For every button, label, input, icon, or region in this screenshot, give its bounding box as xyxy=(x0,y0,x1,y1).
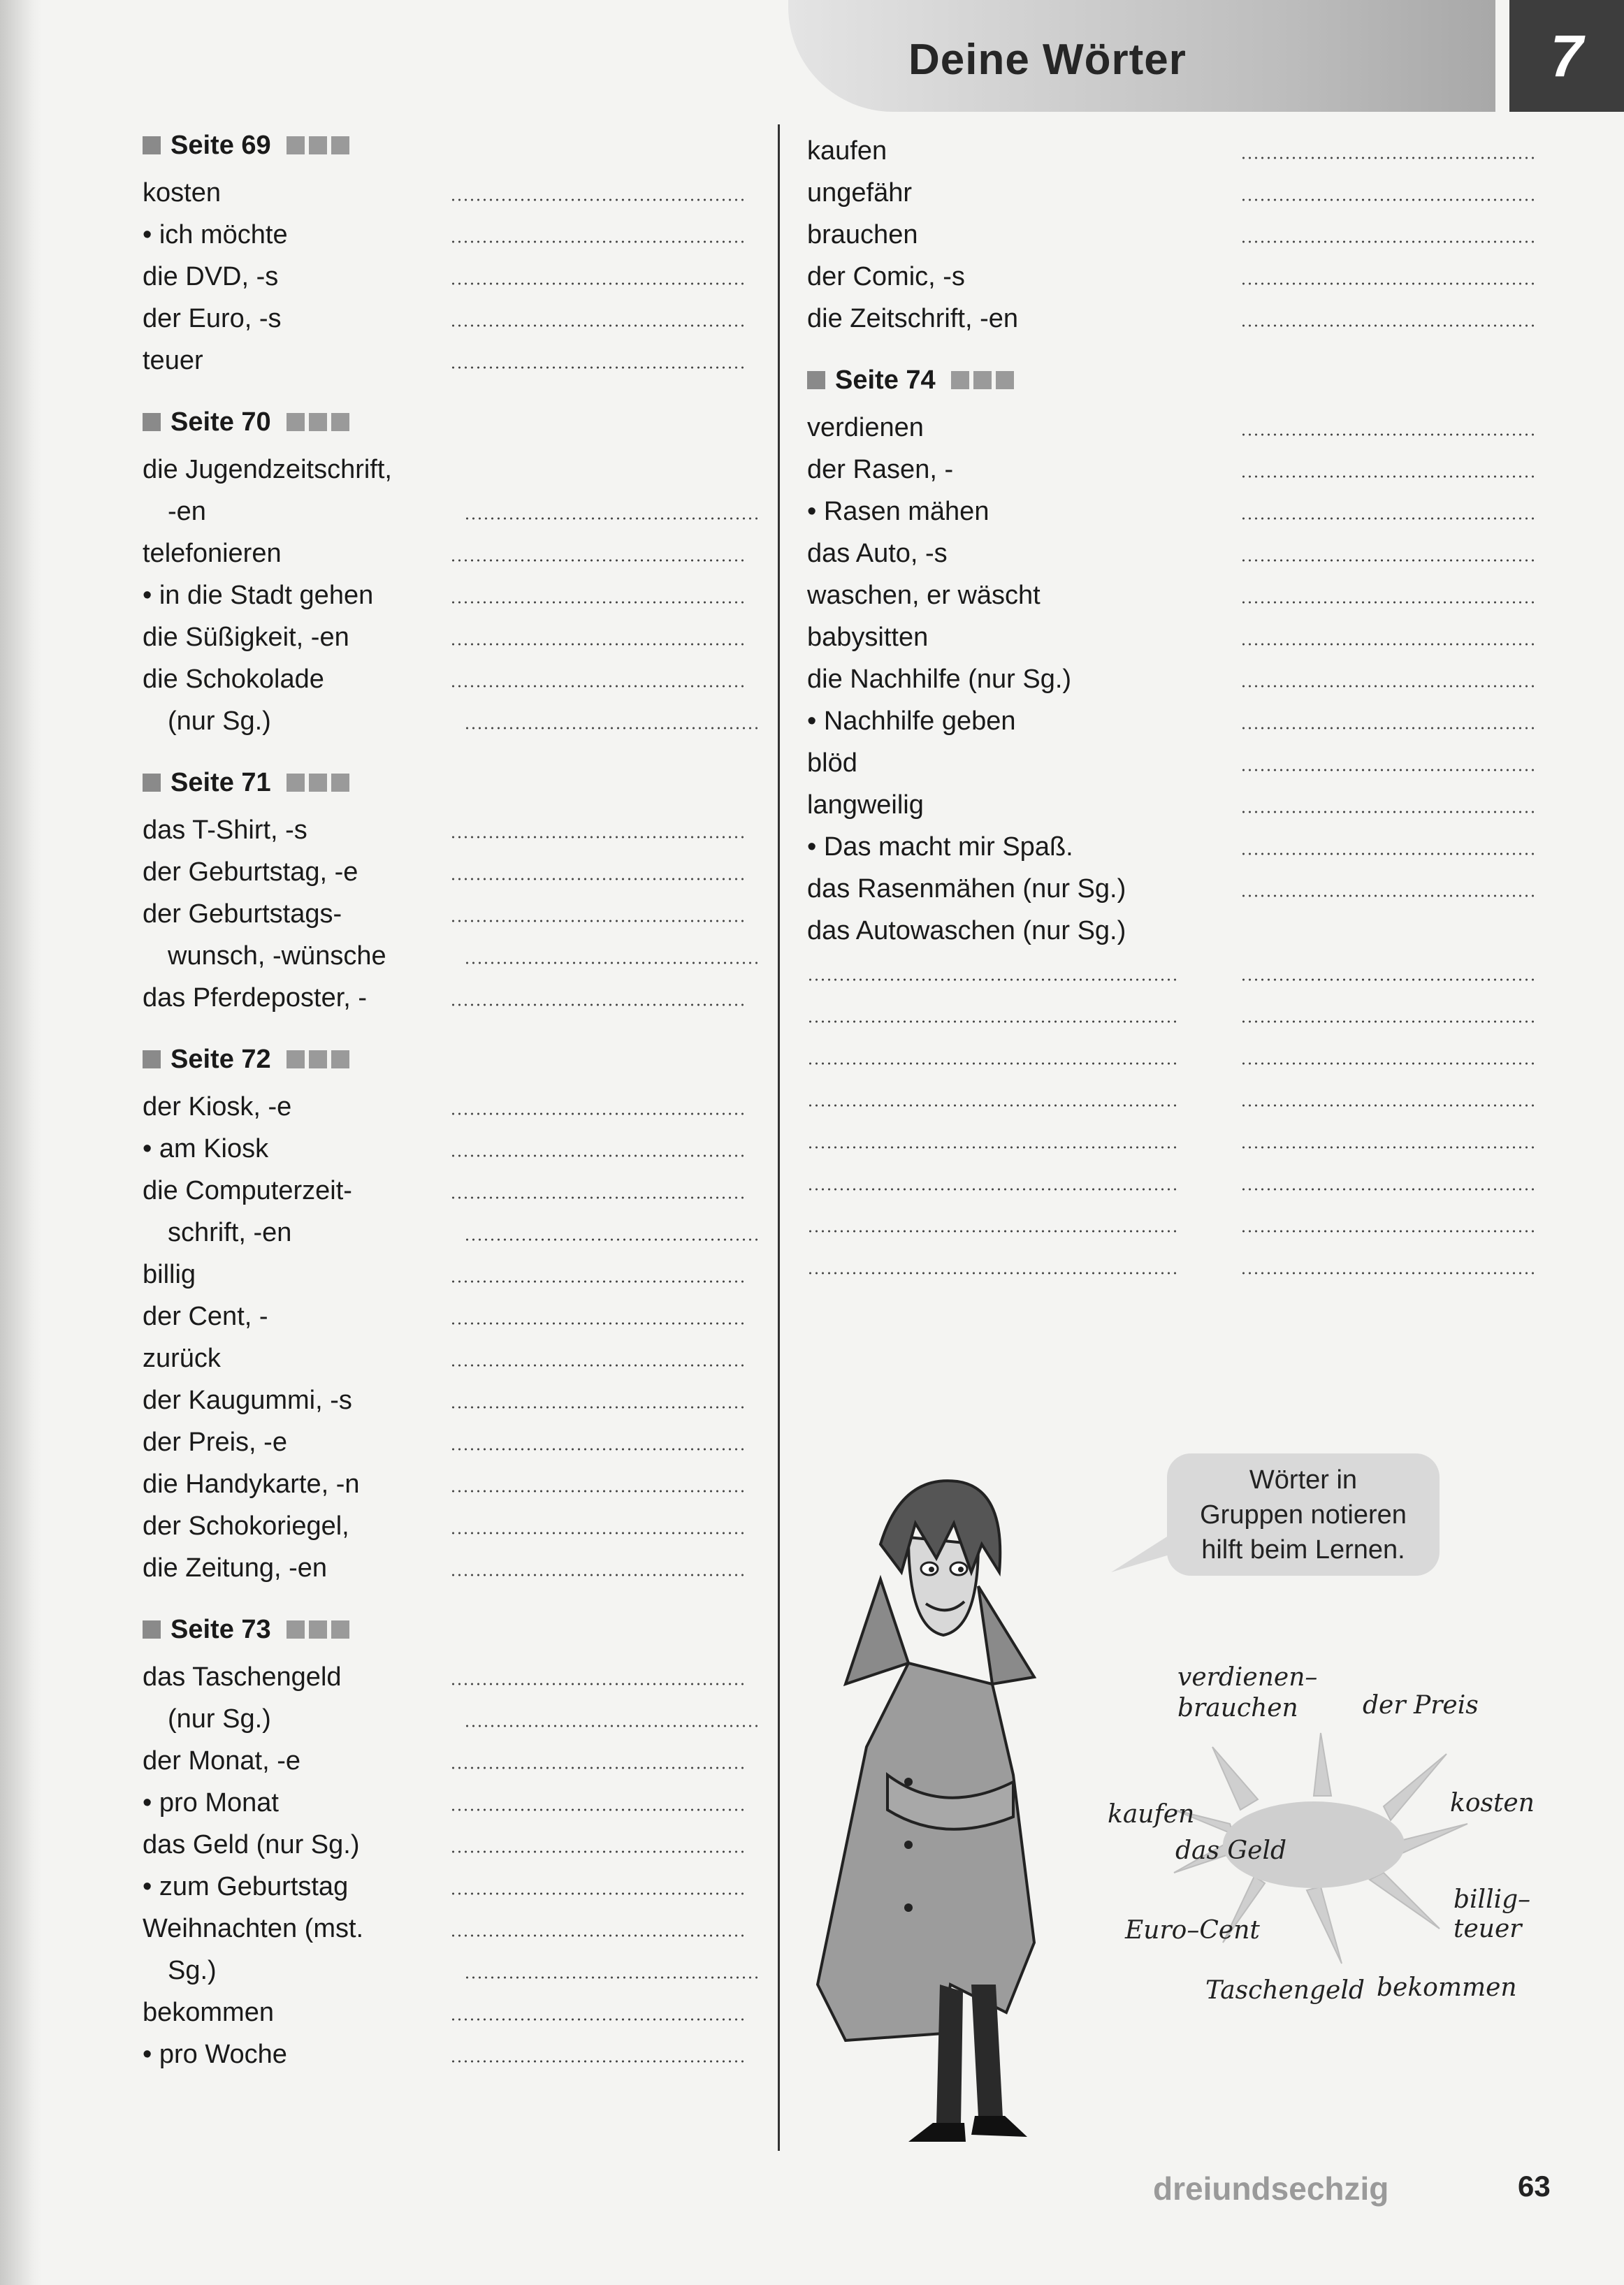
binding-shadow xyxy=(0,0,42,2285)
vocab-word: • Rasen mähen xyxy=(807,497,989,526)
mind-map-word-billig: billig– xyxy=(1453,1885,1531,1914)
vocab-word: das Rasenmähen (nur Sg.) xyxy=(807,874,1126,904)
vocab-entry xyxy=(143,1902,757,1944)
translation-dotted-line xyxy=(450,240,744,243)
blank-note-row xyxy=(807,946,1541,988)
mind-map-center: das Geld xyxy=(1175,1836,1287,1865)
vocab-entry xyxy=(143,292,757,334)
vocab-entry xyxy=(807,443,1541,485)
translation-dotted-line xyxy=(464,1238,757,1241)
money-mind-map xyxy=(1090,1663,1537,2026)
vocab-entry xyxy=(143,569,757,611)
translation-dotted-line xyxy=(450,920,744,922)
vocab-entry xyxy=(143,1734,757,1776)
vocab-word: Sg.) xyxy=(168,1956,217,1985)
translation-dotted-line xyxy=(450,1280,744,1283)
vocab-entry xyxy=(807,862,1541,904)
translation-dotted-line xyxy=(450,2060,744,2063)
heading-tail-markers xyxy=(287,136,354,154)
blank-dotted-line xyxy=(1240,1272,1534,1275)
vocab-word: verdienen xyxy=(807,413,924,442)
vocab-entry xyxy=(143,1290,757,1332)
vocab-entry xyxy=(143,1080,757,1122)
translation-dotted-line xyxy=(464,962,757,964)
translation-dotted-line xyxy=(1240,685,1534,688)
translation-dotted-line xyxy=(450,1808,744,1811)
right-vocab-column xyxy=(807,124,1541,1282)
heading-square-marker xyxy=(143,774,161,792)
heading-tail-markers xyxy=(287,1050,354,1068)
vocab-word: wunsch, -wünsche xyxy=(168,941,386,971)
translation-dotted-line xyxy=(450,685,744,688)
section-heading xyxy=(143,1038,757,1080)
vocab-entry xyxy=(143,166,757,208)
translation-dotted-line xyxy=(450,1112,744,1115)
vocab-word: kosten xyxy=(143,178,221,208)
blank-note-row xyxy=(807,1114,1541,1156)
vocab-entry xyxy=(807,166,1541,208)
vocab-entry xyxy=(143,804,757,846)
chapter-number: 7 xyxy=(1509,0,1624,112)
vocab-entry xyxy=(143,1122,757,1164)
vocab-entry xyxy=(143,1206,757,1248)
vocab-word: der Schokoriegel, xyxy=(143,1511,349,1541)
vocab-entry xyxy=(143,1332,757,1374)
blank-note-row xyxy=(807,1198,1541,1240)
section-heading xyxy=(143,401,757,443)
vocab-word: • zum Geburtstag xyxy=(143,1872,349,1901)
mind-map-word-bekommen: bekommen xyxy=(1377,1973,1517,2002)
vocab-word: zurück xyxy=(143,1344,221,1373)
vocab-entry xyxy=(143,929,757,971)
vocab-word: der Geburtstags- xyxy=(143,899,342,929)
blank-dotted-line xyxy=(1240,978,1534,981)
vocab-entry xyxy=(143,611,757,653)
blank-dotted-line xyxy=(1240,1230,1534,1233)
translation-dotted-line xyxy=(464,1725,757,1727)
vocab-entry xyxy=(143,485,757,527)
vocab-entry xyxy=(807,292,1541,334)
page-number-word: dreiundsechzig xyxy=(1153,2170,1389,2207)
blank-dotted-line xyxy=(1240,1062,1534,1065)
blank-dotted-line xyxy=(807,1230,1177,1233)
translation-dotted-line xyxy=(450,366,744,369)
translation-dotted-line xyxy=(1240,769,1534,771)
section-heading-label: Seite 69 xyxy=(171,130,271,160)
vocab-word: der Monat, -e xyxy=(143,1746,300,1776)
vocab-word: kaufen xyxy=(807,136,887,166)
vocab-word: die Jugendzeitschrift, xyxy=(143,455,392,484)
vocab-entry xyxy=(807,820,1541,862)
blank-dotted-line xyxy=(807,1020,1177,1023)
translation-dotted-line xyxy=(450,2018,744,2021)
vocab-entry xyxy=(143,2028,757,2070)
vocab-entry xyxy=(143,1164,757,1206)
mind-map-word-brauchen: brauchen xyxy=(1177,1694,1298,1722)
vocab-entry xyxy=(143,846,757,887)
vocab-word: die Computerzeit- xyxy=(143,1176,352,1205)
blank-note-row xyxy=(807,1072,1541,1114)
translation-dotted-line xyxy=(1240,282,1534,285)
vocab-word: der Rasen, - xyxy=(807,455,954,484)
mind-map-word-teuer: teuer xyxy=(1453,1915,1522,1943)
mind-map-word-taschengeld: Taschengeld xyxy=(1205,1976,1365,2005)
section-heading-label: Seite 70 xyxy=(171,407,271,437)
vocab-entry xyxy=(143,334,757,376)
vocab-word: die Zeitschrift, -en xyxy=(807,304,1018,333)
vocab-word: teuer xyxy=(143,346,203,375)
translation-dotted-line xyxy=(1240,433,1534,436)
translation-dotted-line xyxy=(450,1003,744,1006)
vocab-entry xyxy=(807,250,1541,292)
heading-tail-markers xyxy=(287,1620,354,1639)
translation-dotted-line xyxy=(1240,853,1534,855)
translation-dotted-line xyxy=(1240,517,1534,520)
translation-dotted-line xyxy=(1240,240,1534,243)
translation-dotted-line xyxy=(450,1196,744,1199)
vocab-entry xyxy=(807,485,1541,527)
translation-dotted-line xyxy=(450,878,744,880)
vocab-entry xyxy=(807,124,1541,166)
heading-square-marker xyxy=(143,136,161,154)
translation-dotted-line xyxy=(450,1850,744,1853)
blank-note-row xyxy=(807,1156,1541,1198)
translation-dotted-line xyxy=(1240,811,1534,813)
heading-square-marker xyxy=(143,413,161,431)
vocab-entry xyxy=(807,208,1541,250)
vocab-entry xyxy=(143,1818,757,1860)
translation-dotted-line xyxy=(450,601,744,604)
mind-map-word-verdienen: verdienen– xyxy=(1177,1663,1318,1692)
vocab-entry xyxy=(143,1248,757,1290)
translation-dotted-line xyxy=(450,1934,744,1937)
vocab-entry xyxy=(807,737,1541,778)
vocab-word: der Cent, - xyxy=(143,1302,268,1331)
vocab-entry xyxy=(143,208,757,250)
vocab-entry xyxy=(807,904,1541,946)
vocab-entry xyxy=(807,527,1541,569)
section-heading xyxy=(143,124,757,166)
vocab-entry xyxy=(143,1860,757,1902)
vocab-entry xyxy=(143,1651,757,1692)
vocab-word: langweilig xyxy=(807,790,924,820)
vocab-word: • am Kiosk xyxy=(143,1134,269,1163)
vocab-entry xyxy=(143,1986,757,2028)
translation-dotted-line xyxy=(1240,198,1534,201)
vocab-word: • ich möchte xyxy=(143,220,288,249)
translation-dotted-line xyxy=(1240,157,1534,159)
vocab-word: • Das macht mir Spaß. xyxy=(807,832,1073,862)
blank-dotted-line xyxy=(1240,1146,1534,1149)
translation-dotted-line xyxy=(450,1154,744,1157)
translation-dotted-line xyxy=(1240,643,1534,646)
left-vocab-column xyxy=(143,124,757,2070)
blank-dotted-line xyxy=(1240,1020,1534,1023)
vocab-entry xyxy=(143,1692,757,1734)
vocab-word: • in die Stadt gehen xyxy=(143,581,374,610)
translation-dotted-line xyxy=(450,1574,744,1576)
tip-line-1: Wörter in xyxy=(1249,1465,1358,1495)
vocab-entry xyxy=(143,1416,757,1458)
translation-dotted-line xyxy=(450,643,744,646)
blank-dotted-line xyxy=(807,1104,1177,1107)
tip-line-3: hilft beim Lernen. xyxy=(1201,1535,1405,1565)
tip-line-2: Gruppen notieren xyxy=(1200,1500,1407,1530)
blank-note-row xyxy=(807,1240,1541,1282)
vocab-entry xyxy=(143,1542,757,1583)
vocab-word: der Kiosk, -e xyxy=(143,1092,292,1122)
vocab-word: schrift, -en xyxy=(168,1218,292,1247)
translation-dotted-line xyxy=(450,198,744,201)
vocab-word: der Geburtstag, -e xyxy=(143,857,358,887)
section-heading xyxy=(807,359,1541,401)
translation-dotted-line xyxy=(1240,559,1534,562)
column-divider xyxy=(778,124,780,2151)
vocab-word: babysitten xyxy=(807,623,929,652)
vocab-entry xyxy=(807,611,1541,653)
vocab-entry xyxy=(143,443,757,485)
vocab-word: telefonieren xyxy=(143,539,282,568)
mind-map-word-kaufen: kaufen xyxy=(1108,1800,1195,1829)
translation-dotted-line xyxy=(1240,475,1534,478)
heading-tail-markers xyxy=(287,774,354,792)
vocab-word: die DVD, -s xyxy=(143,262,279,291)
vocab-word: (nur Sg.) xyxy=(168,1704,271,1734)
translation-dotted-line xyxy=(450,1448,744,1451)
vocab-word: bekommen xyxy=(143,1998,274,2027)
vocab-entry xyxy=(807,401,1541,443)
translation-dotted-line xyxy=(1240,727,1534,730)
translation-dotted-line xyxy=(450,1406,744,1409)
vocab-entry xyxy=(143,1776,757,1818)
vocab-word: die Zeitung, -en xyxy=(143,1553,328,1583)
vocab-entry xyxy=(143,695,757,737)
section-heading xyxy=(143,1609,757,1651)
section-heading-label: Seite 72 xyxy=(171,1044,271,1074)
vocab-word: der Kaugummi, -s xyxy=(143,1386,352,1415)
mind-map-word-preis: der Preis xyxy=(1363,1691,1479,1720)
translation-dotted-line xyxy=(1240,324,1534,327)
vocab-word: (nur Sg.) xyxy=(168,706,271,736)
translation-dotted-line xyxy=(1240,601,1534,604)
vocab-entry xyxy=(143,971,757,1013)
vocab-word: ungefähr xyxy=(807,178,913,208)
vocab-entry xyxy=(143,887,757,929)
translation-dotted-line xyxy=(450,1322,744,1325)
vocab-word: die Süßigkeit, -en xyxy=(143,623,349,652)
translation-dotted-line xyxy=(450,1364,744,1367)
translation-dotted-line xyxy=(450,1490,744,1493)
blank-dotted-line xyxy=(807,978,1177,981)
vocab-word: -en xyxy=(168,497,206,526)
translation-dotted-line xyxy=(464,1976,757,1979)
vocab-entry xyxy=(143,250,757,292)
page-number: 63 xyxy=(1518,2170,1551,2203)
vocab-word: blöd xyxy=(807,748,857,778)
vocab-word: das Auto, -s xyxy=(807,539,948,568)
blank-dotted-line xyxy=(1240,1104,1534,1107)
vocab-word: billig xyxy=(143,1260,196,1289)
heading-tail-markers xyxy=(951,371,1018,389)
translation-dotted-line xyxy=(450,1532,744,1535)
translation-dotted-line xyxy=(450,1683,744,1685)
vocab-word: das Pferdeposter, - xyxy=(143,983,368,1013)
vocab-entry xyxy=(807,778,1541,820)
vocab-word: • Nachhilfe geben xyxy=(807,706,1016,736)
vocab-word: brauchen xyxy=(807,220,918,249)
vocab-entry xyxy=(807,569,1541,611)
vocab-word: der Preis, -e xyxy=(143,1428,287,1457)
translation-dotted-line xyxy=(464,727,757,730)
translation-dotted-line xyxy=(450,1767,744,1769)
vocab-word: das Autowaschen (nur Sg.) xyxy=(807,916,1126,945)
translation-dotted-line xyxy=(450,282,744,285)
blank-dotted-line xyxy=(807,1062,1177,1065)
section-heading-label: Seite 74 xyxy=(835,365,936,395)
translation-dotted-line xyxy=(464,517,757,520)
vocab-word: das Taschengeld xyxy=(143,1662,342,1692)
mind-map-word-kosten: kosten xyxy=(1450,1789,1535,1818)
vocab-word: die Handykarte, -n xyxy=(143,1470,360,1499)
vocab-entry xyxy=(807,653,1541,695)
blank-dotted-line xyxy=(807,1188,1177,1191)
translation-dotted-line xyxy=(450,1892,744,1895)
vocab-word: der Comic, -s xyxy=(807,262,965,291)
translation-dotted-line xyxy=(450,324,744,327)
vocab-entry xyxy=(143,1374,757,1416)
vocab-word: der Euro, -s xyxy=(143,304,282,333)
blank-note-row xyxy=(807,1030,1541,1072)
heading-square-marker xyxy=(143,1620,161,1639)
heading-tail-markers xyxy=(287,413,354,431)
translation-dotted-line xyxy=(450,836,744,839)
vocab-word: waschen, er wäscht xyxy=(807,581,1041,610)
vocab-word: die Nachhilfe (nur Sg.) xyxy=(807,665,1072,694)
tip-speech-bubble xyxy=(1167,1453,1440,1576)
vocab-word: Weihnachten (mst. xyxy=(143,1914,364,1943)
vocab-entry xyxy=(143,527,757,569)
section-heading-label: Seite 73 xyxy=(171,1614,271,1644)
vocab-word: die Schokolade xyxy=(143,665,324,694)
vocab-entry xyxy=(143,653,757,695)
heading-square-marker xyxy=(807,371,825,389)
section-heading-label: Seite 71 xyxy=(171,767,271,797)
vocab-entry xyxy=(143,1944,757,1986)
vocab-entry xyxy=(807,695,1541,737)
mind-map-word-euro-cent: Euro–Cent xyxy=(1125,1916,1260,1945)
header-gap xyxy=(1495,0,1509,112)
translation-dotted-line xyxy=(450,559,744,562)
vocab-word: das T-Shirt, -s xyxy=(143,815,307,845)
vocab-entry xyxy=(143,1458,757,1500)
blank-note-row xyxy=(807,988,1541,1030)
vocab-word: das Geld (nur Sg.) xyxy=(143,1830,360,1859)
vocab-entry xyxy=(143,1500,757,1542)
vocab-word: • pro Woche xyxy=(143,2040,287,2069)
blank-dotted-line xyxy=(1240,1188,1534,1191)
translation-dotted-line xyxy=(1240,894,1534,897)
blank-dotted-line xyxy=(807,1146,1177,1149)
vocab-word: • pro Monat xyxy=(143,1788,279,1818)
heading-square-marker xyxy=(143,1050,161,1068)
blank-dotted-line xyxy=(807,1272,1177,1275)
section-heading xyxy=(143,762,757,804)
page-title: Deine Wörter xyxy=(908,36,1187,84)
